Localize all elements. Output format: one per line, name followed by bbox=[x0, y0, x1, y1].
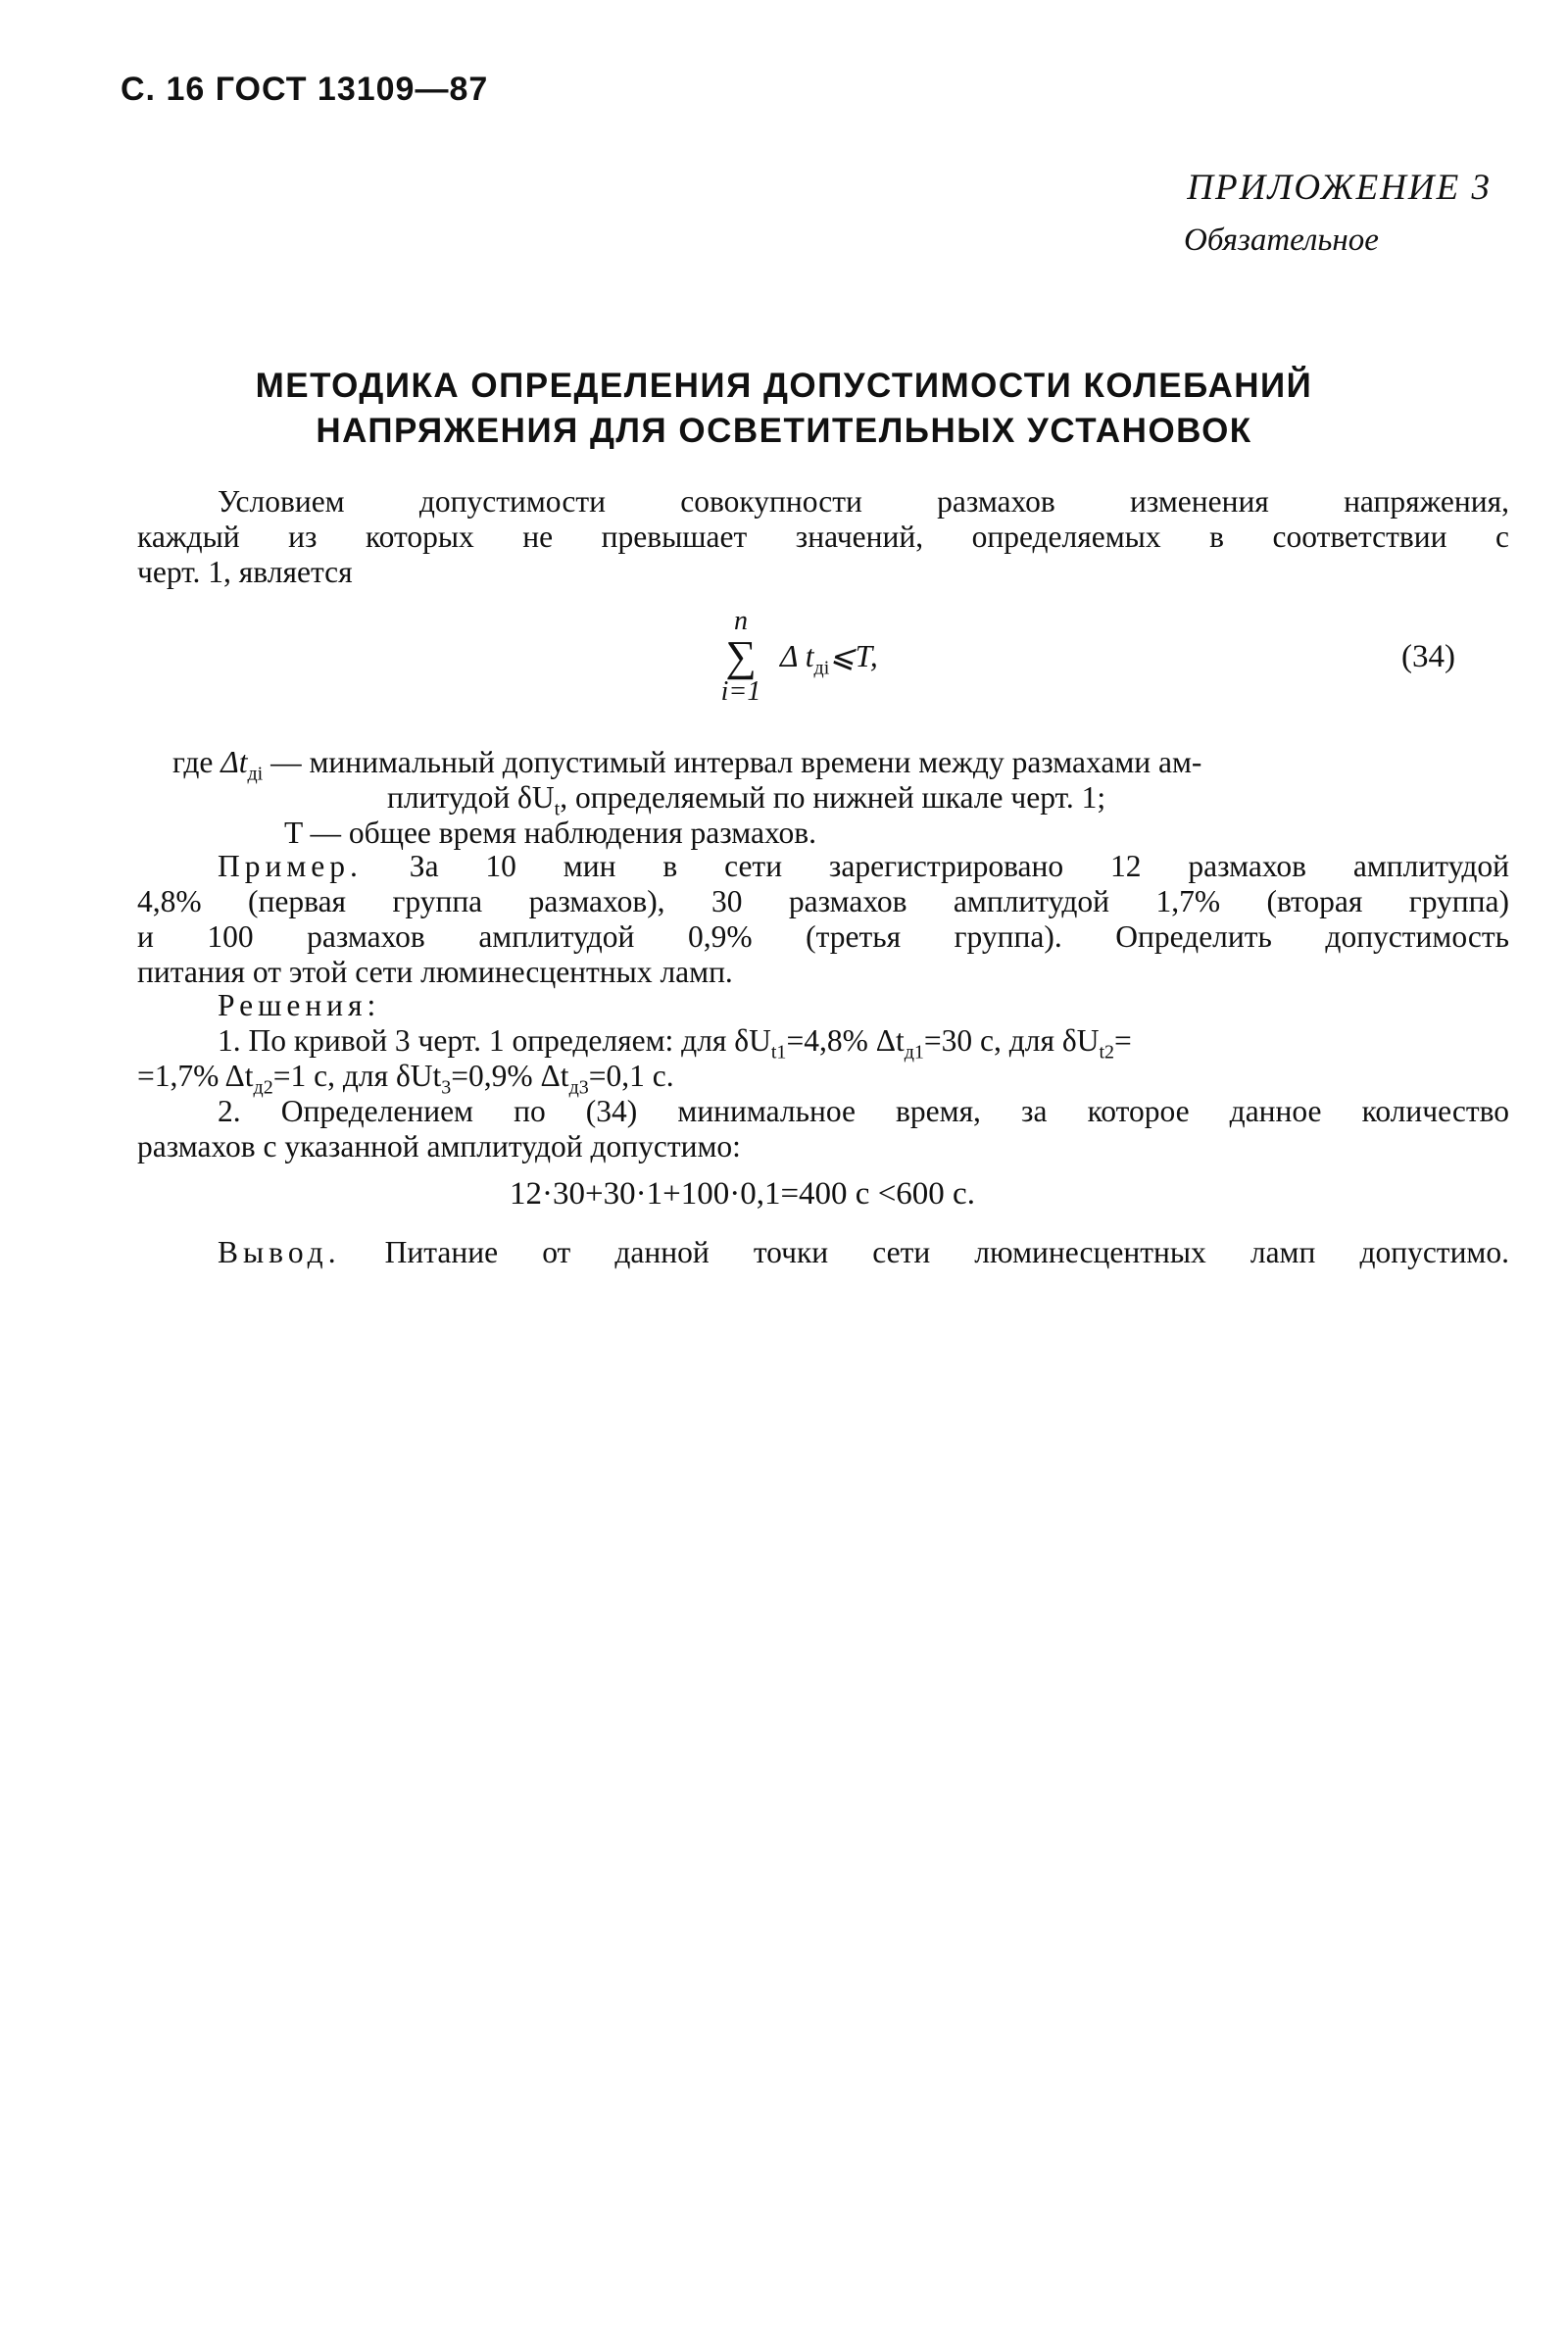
summation-operator bbox=[711, 606, 770, 708]
step1-text-c: =30 с, для δU bbox=[923, 1023, 1100, 1058]
step1b-text-a: =1,7% Δt bbox=[137, 1059, 254, 1093]
page-header: С. 16 ГОСТ 13109—87 bbox=[121, 71, 489, 108]
where-symbol: Δt bbox=[220, 745, 248, 779]
sigma-symbol: ∑ bbox=[725, 632, 757, 680]
intro-line-1: Условием допустимости совокупности размахов изменения напряжения, bbox=[218, 484, 1509, 519]
example-line-2: 4,8% (первая группа размахов), 30 размахов амплитудой 1,7% (вторая группа) bbox=[137, 884, 1509, 918]
example-line-4: питания от этой сети люминесцентных ламп. bbox=[137, 955, 733, 989]
example-label: Пример. bbox=[218, 849, 363, 883]
solution-step-2a: 2. Определением по (34) минимальное время, за которое данное количество bbox=[218, 1094, 1509, 1128]
conclusion-text: Питание от данной точки сети люминесцентных ламп допустимо. bbox=[340, 1235, 1509, 1269]
step1b-sub-c: д3 bbox=[568, 1076, 589, 1099]
step1-text-d: = bbox=[1114, 1023, 1132, 1058]
conclusion-line bbox=[218, 1235, 1509, 1270]
intro-line-2: каждый из которых не превышает значений, определяемых в соответствии с bbox=[137, 520, 1509, 554]
title-line-1: МЕТОДИКА ОПРЕДЕЛЕНИЯ ДОПУСТИМОСТИ КОЛЕБАНИЙ bbox=[255, 367, 1313, 405]
appendix-status: Обязательное bbox=[1184, 223, 1379, 258]
where-def-1b-pre: плитудой δU bbox=[387, 780, 555, 815]
calculation-formula: 12·30+30·1+100·0,1=400 с <600 с. bbox=[510, 1176, 975, 1212]
step1-sub-c: t2 bbox=[1099, 1041, 1115, 1064]
example-line-3: и 100 размахов амплитудой 0,9% (третья группа). Определить допустимость bbox=[137, 919, 1509, 954]
where-def-1a: — минимальный допустимый интервал времени между размахами ам- bbox=[263, 745, 1202, 779]
solution-label: Решения: bbox=[218, 988, 381, 1022]
title-line-2: НАПРЯЖЕНИЯ ДЛЯ ОСВЕТИТЕЛЬНЫХ УСТАНОВОК bbox=[316, 412, 1252, 450]
where-prefix: где bbox=[172, 745, 214, 779]
step1-sub-a: t1 bbox=[770, 1041, 787, 1064]
sum-upper-limit: n bbox=[734, 606, 748, 636]
formula-term: Δ t bbox=[780, 639, 814, 673]
intro-line-3: черт. 1, является bbox=[137, 555, 353, 589]
step1b-sub-a: д2 bbox=[253, 1076, 273, 1099]
formula-term-subscript: дi bbox=[813, 657, 830, 679]
appendix-label: ПРИЛОЖЕНИЕ 3 bbox=[1187, 168, 1492, 208]
formula-relation: ⩽T, bbox=[829, 639, 878, 673]
step1b-text-b: =1 с, для δUt bbox=[272, 1059, 442, 1093]
step1-text-b: =4,8% Δt bbox=[786, 1023, 905, 1058]
solution-step-2b: размахов с указанной амплитудой допустимо: bbox=[137, 1129, 741, 1164]
step1b-text-d: =0,1 с. bbox=[588, 1059, 674, 1093]
step1b-text-c: =0,9% Δt bbox=[451, 1059, 569, 1093]
where-symbol-subscript: дi bbox=[247, 763, 264, 785]
equation-number: (34) bbox=[1401, 639, 1455, 674]
formula-34-body bbox=[780, 639, 878, 679]
where-def-1b-post: , определяемый по нижней шкале черт. 1; bbox=[560, 780, 1106, 815]
step1-sub-b: д1 bbox=[904, 1041, 924, 1064]
step1b-sub-b: 3 bbox=[441, 1076, 452, 1099]
where-def-1b-sub: t bbox=[554, 798, 561, 820]
where-line-3: T — общее время наблюдения размахов. bbox=[284, 816, 816, 850]
example-text-1: За 10 мин в сети зарегистрировано 12 размахов амплитудой bbox=[362, 849, 1509, 883]
example-line-1 bbox=[218, 849, 1509, 884]
step1-text-a: 1. По кривой 3 черт. 1 определяем: для δU bbox=[218, 1023, 771, 1058]
sum-lower-limit: i=1 bbox=[720, 676, 761, 707]
conclusion-label: Вывод. bbox=[218, 1235, 341, 1269]
